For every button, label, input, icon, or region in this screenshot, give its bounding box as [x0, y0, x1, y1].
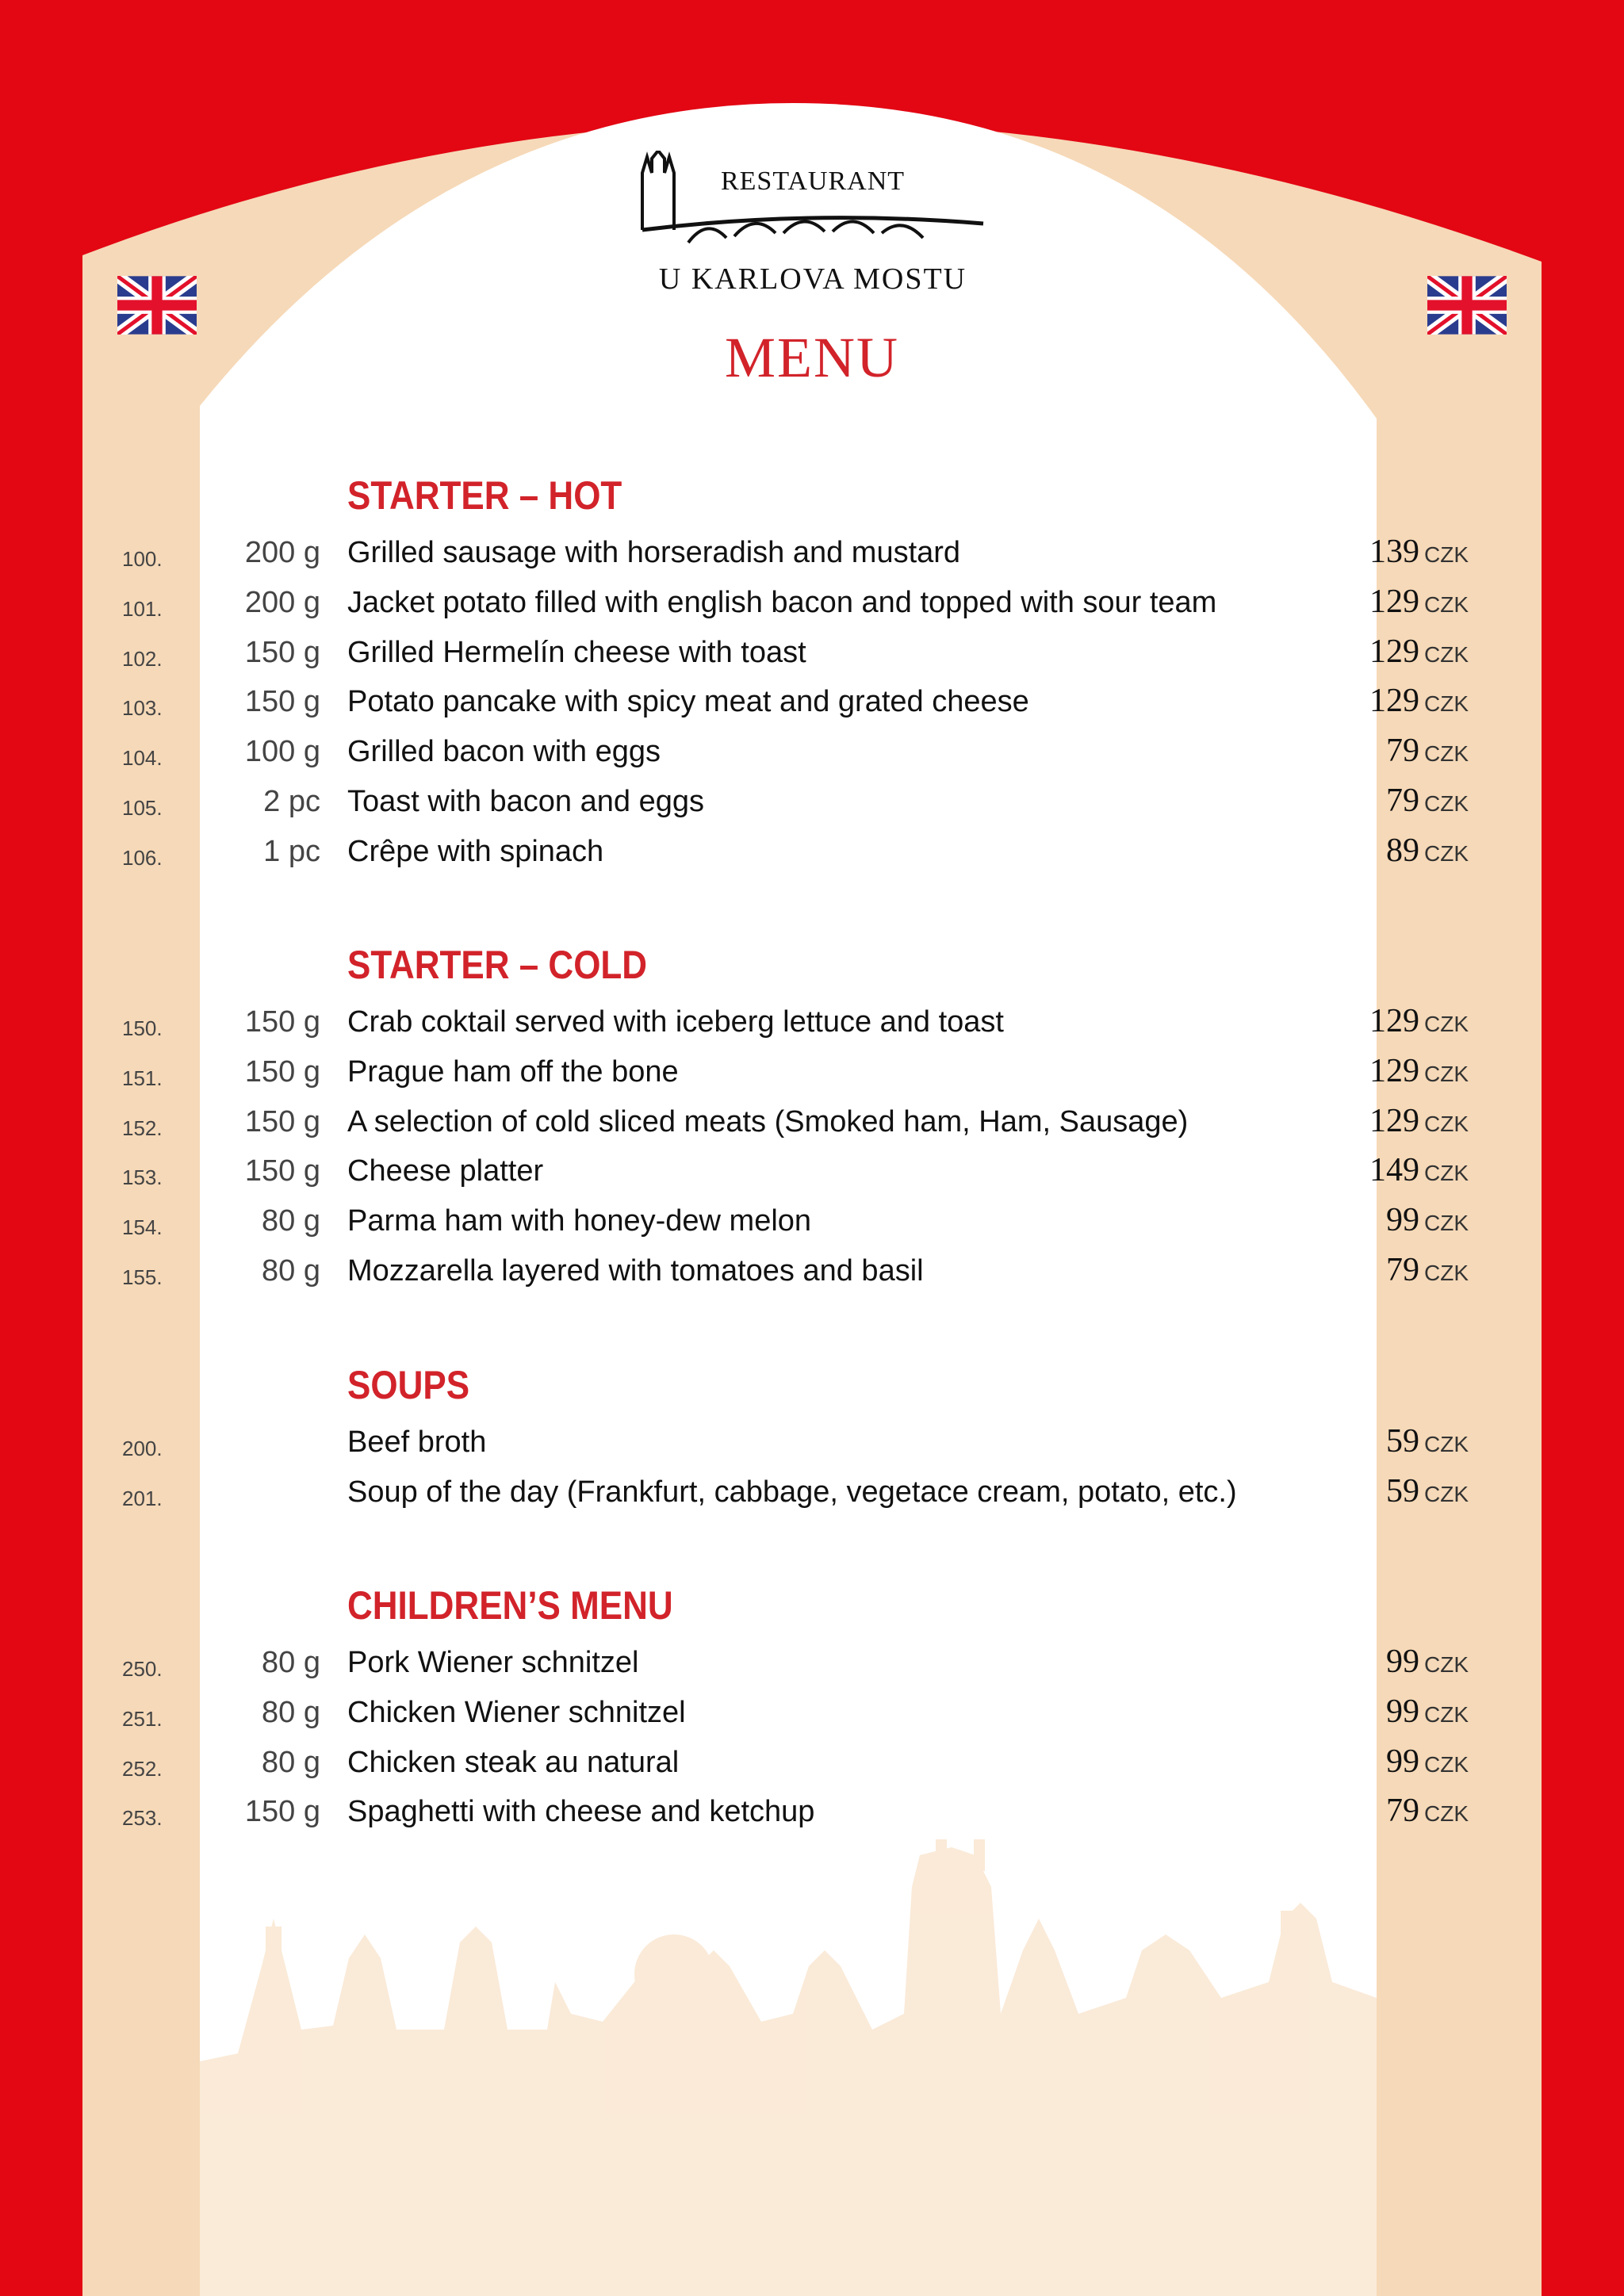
item-name: Soup of the day (Frankfurt, cabbage, vegetace cream, potato, etc.)	[347, 1475, 1237, 1509]
item-name: Mozzarella layered with tomatoes and basil	[347, 1254, 924, 1288]
price-currency: CZK	[1424, 1652, 1469, 1677]
price-value: 129	[1369, 633, 1419, 670]
item-name: Grilled Hermelín cheese with toast	[347, 636, 806, 669]
price-currency: CZK	[1424, 841, 1469, 866]
item-number: 101.	[122, 597, 163, 621]
menu-item	[0, 1421, 1624, 1470]
item-portion: 80 g	[262, 1696, 320, 1729]
price-currency: CZK	[1424, 1801, 1469, 1826]
menu-item	[0, 1150, 1624, 1199]
item-portion: 200 g	[244, 536, 320, 569]
item-number: 250.	[122, 1657, 163, 1681]
item-portion: 150 g	[244, 1795, 320, 1828]
item-price	[1369, 583, 1469, 621]
item-number: 150.	[122, 1016, 163, 1040]
price-currency: CZK	[1424, 1012, 1469, 1036]
menu-item	[0, 680, 1624, 729]
item-price	[1386, 1743, 1469, 1781]
menu-item	[0, 830, 1624, 879]
uk-flag-icon	[1427, 276, 1507, 335]
item-name: Crab coktail served with iceberg lettuce and toast	[347, 1005, 1004, 1039]
price-currency: CZK	[1424, 1261, 1469, 1285]
item-number: 153.	[122, 1165, 163, 1189]
menu-item	[0, 531, 1624, 580]
item-name: Crêpe with spinach	[347, 835, 604, 868]
item-number: 200.	[122, 1437, 163, 1460]
menu-item	[0, 1100, 1624, 1150]
item-portion: 200 g	[244, 586, 320, 619]
item-price	[1386, 1693, 1469, 1731]
price-currency: CZK	[1424, 791, 1469, 816]
item-number: 105.	[122, 796, 163, 820]
price-value: 129	[1369, 1053, 1419, 1089]
menu-item	[0, 1050, 1624, 1100]
section-title: SOUPS	[347, 1363, 470, 1407]
item-price	[1369, 1052, 1469, 1090]
price-value: 79	[1386, 733, 1419, 769]
item-name: Chicken steak au natural	[347, 1746, 680, 1779]
menu-item	[0, 1001, 1624, 1050]
price-value: 99	[1386, 1743, 1419, 1780]
price-currency: CZK	[1424, 592, 1469, 617]
menu-item	[0, 631, 1624, 680]
item-portion: 150 g	[244, 1055, 320, 1089]
item-number: 100.	[122, 547, 163, 571]
price-value: 89	[1386, 832, 1419, 869]
item-price	[1369, 1151, 1469, 1189]
item-portion: 80 g	[262, 1746, 320, 1779]
price-currency: CZK	[1424, 1112, 1469, 1136]
price-currency: CZK	[1424, 1482, 1469, 1506]
price-value: 59	[1386, 1423, 1419, 1460]
price-value: 99	[1386, 1644, 1419, 1680]
price-currency: CZK	[1424, 691, 1469, 716]
price-value: 129	[1369, 683, 1419, 719]
price-value: 79	[1386, 1252, 1419, 1288]
menu-item	[0, 1641, 1624, 1690]
item-name: Parma ham with honey-dew melon	[347, 1204, 812, 1238]
price-value: 129	[1369, 1003, 1419, 1039]
price-currency: CZK	[1424, 1161, 1469, 1185]
item-name: Grilled sausage with horseradish and mustard	[347, 536, 961, 569]
menu-item	[0, 1471, 1624, 1520]
item-portion: 150 g	[244, 1154, 320, 1188]
item-number: 152.	[122, 1116, 163, 1140]
item-price	[1386, 1201, 1469, 1239]
item-price	[1386, 1643, 1469, 1681]
price-currency: CZK	[1424, 1702, 1469, 1727]
item-name: Prague ham off the bone	[347, 1055, 679, 1089]
item-portion: 80 g	[262, 1646, 320, 1679]
item-name: Spaghetti with cheese and ketchup	[347, 1795, 815, 1828]
price-value: 59	[1386, 1473, 1419, 1510]
item-price	[1369, 633, 1469, 671]
price-currency: CZK	[1424, 542, 1469, 567]
item-name: Grilled bacon with eggs	[347, 735, 661, 768]
item-number: 102.	[122, 647, 163, 671]
price-currency: CZK	[1424, 642, 1469, 667]
menu-item	[0, 581, 1624, 630]
item-number: 251.	[122, 1707, 163, 1731]
menu-item	[0, 730, 1624, 779]
item-portion: 2 pc	[263, 785, 320, 818]
item-number: 104.	[122, 746, 163, 770]
item-number: 155.	[122, 1265, 163, 1289]
item-name: Toast with bacon and eggs	[347, 785, 704, 818]
item-portion: 1 pc	[263, 835, 320, 868]
item-number: 106.	[122, 846, 163, 870]
item-price	[1386, 732, 1469, 770]
price-currency: CZK	[1424, 1211, 1469, 1235]
price-value: 79	[1386, 1793, 1419, 1829]
item-price	[1386, 832, 1469, 870]
item-portion: 150 g	[244, 1105, 320, 1138]
price-value: 99	[1386, 1202, 1419, 1238]
section-title: CHILDREN’S MENU	[347, 1583, 673, 1628]
price-value: 129	[1369, 1103, 1419, 1139]
menu-item	[0, 1200, 1624, 1249]
item-price	[1386, 1472, 1469, 1510]
item-price	[1386, 1251, 1469, 1289]
price-value: 139	[1369, 534, 1419, 570]
menu-item	[0, 1790, 1624, 1839]
price-currency: CZK	[1424, 1432, 1469, 1456]
section-title: STARTER – HOT	[347, 473, 622, 518]
price-value: 99	[1386, 1693, 1419, 1730]
menu-item	[0, 1691, 1624, 1740]
restaurant-name: U KARLOVA MOSTU	[658, 262, 967, 296]
item-name: Chicken Wiener schnitzel	[347, 1696, 686, 1729]
item-price	[1386, 1792, 1469, 1830]
item-number: 154.	[122, 1215, 163, 1239]
item-name: A selection of cold sliced meats (Smoked ham, Ham, Sausage)	[347, 1105, 1189, 1138]
price-currency: CZK	[1424, 741, 1469, 766]
menu-item	[0, 1741, 1624, 1790]
price-value: 129	[1369, 584, 1419, 620]
item-price	[1386, 782, 1469, 820]
price-value: 149	[1369, 1152, 1419, 1188]
item-portion: 80 g	[262, 1254, 320, 1288]
item-number: 252.	[122, 1757, 163, 1781]
menu-item	[0, 780, 1624, 829]
item-number: 201.	[122, 1487, 163, 1510]
item-portion: 150 g	[244, 1005, 320, 1039]
menu-item	[0, 1249, 1624, 1299]
item-price	[1386, 1422, 1469, 1460]
price-currency: CZK	[1424, 1062, 1469, 1086]
item-name: Beef broth	[347, 1425, 487, 1459]
logo-restaurant-text: RESTAURANT	[720, 166, 906, 196]
item-name: Jacket potato filled with english bacon and topped with sour team	[347, 586, 1217, 619]
price-value: 79	[1386, 783, 1419, 819]
item-portion: 80 g	[262, 1204, 320, 1238]
item-name: Potato pancake with spicy meat and grated cheese	[347, 685, 1029, 718]
item-number: 253.	[122, 1806, 163, 1830]
item-price	[1369, 1002, 1469, 1040]
page-title: MENU	[725, 326, 899, 389]
item-portion: 150 g	[244, 685, 320, 718]
item-price	[1369, 1102, 1469, 1140]
item-number: 103.	[122, 696, 163, 720]
price-currency: CZK	[1424, 1752, 1469, 1777]
item-name: Cheese platter	[347, 1154, 544, 1188]
section-title: STARTER – COLD	[347, 943, 648, 987]
item-name: Pork Wiener schnitzel	[347, 1646, 639, 1679]
item-number: 151.	[122, 1066, 163, 1090]
item-portion: 150 g	[244, 636, 320, 669]
uk-flag-icon	[117, 276, 197, 335]
item-price	[1369, 533, 1469, 571]
item-price	[1369, 682, 1469, 720]
item-portion: 100 g	[244, 735, 320, 768]
